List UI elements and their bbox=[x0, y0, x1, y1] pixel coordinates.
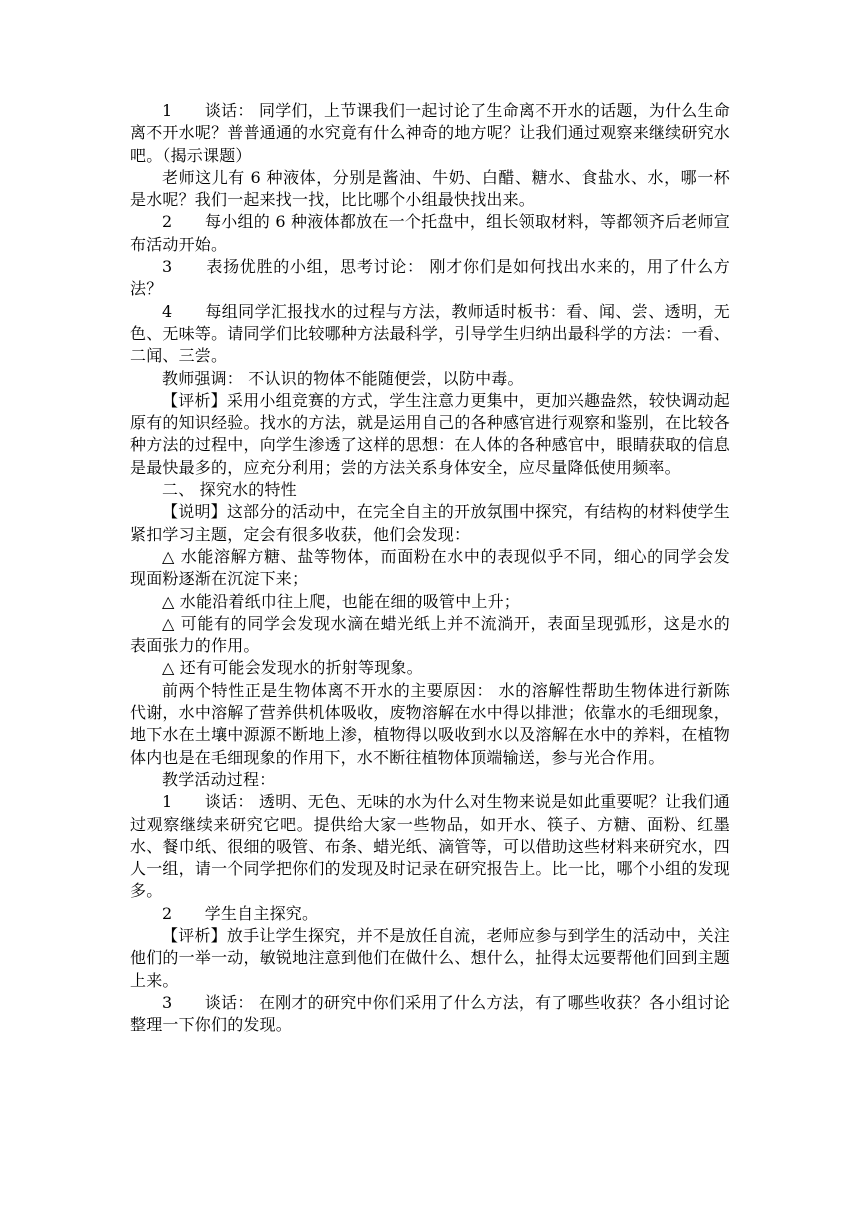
paragraph-step-2-materials: 2 每小组的 6 种液体都放在一个托盘中，组长领取材料，等都领齐后老师宣布活动开始。 bbox=[130, 212, 730, 254]
paragraph-explanation: 【说明】这部分的活动中，在完全自主的开放氛围中探究，有结构的材料使学生紧扣学习主题，定会有很多收获，他们会发现： bbox=[130, 502, 730, 544]
bullet-refraction: △ 还有可能会发现水的折射等现象。 bbox=[162, 658, 423, 678]
paragraph-process-step-3: 3 谈话： 在刚才的研究中你们采用了什么方法，有了哪些收获？各小组讨论整理一下你们的发现。 bbox=[130, 992, 730, 1035]
paragraph-step-4-report: 4 每组同学汇报找水的过程与方法，教师适时板书：看、闻、尝、透明，无色、无味等。请同学们比较哪种方法最科学，引导学生归纳出最科学的方法：一看、二闻、三尝。 bbox=[130, 301, 730, 366]
paragraph-step-3-discussion: 3 表扬优胜的小组，思考讨论： 刚才你们是如何找出水来的，用了什么方法？ bbox=[130, 257, 730, 299]
paragraph-six-liquids: 老师这儿有 6 种液体，分别是酱油、牛奶、白醋、糖水、食盐水、水，哪一杯是水呢？我们一起来找一找，比比哪个小组最快找出来。 bbox=[130, 167, 730, 210]
document-body bbox=[130, 100, 730, 1036]
paragraph-process-step-2: 2 学生自主探究。 bbox=[162, 903, 319, 923]
paragraph-teacher-emphasis: 教师强调： 不认识的物体不能随便尝，以防中毒。 bbox=[162, 368, 524, 388]
paragraph-main-reasons: 前两个特性正是生物体离不开水的主要原因： 水的溶解性帮助生物体进行新陈代谢，水中溶解了营养供机体吸收，废物溶解在水中得以排泄；依靠水的毛细现象，地下水在土壤中源源不断地上渗，植物得以吸收到水以及溶解在水中的养料，在植物体内也是在毛细现象的作用下，水不断往植物体顶端输送，参与光合作用。 bbox=[130, 680, 730, 767]
paragraph-process-heading: 教学活动过程： bbox=[162, 769, 276, 789]
bullet-capillary: △ 水能沿着纸巾往上爬，也能在细的吸管中上升； bbox=[162, 591, 520, 611]
paragraph-process-step-1: 1 谈话： 透明、无色、无味的水为什么对生物来说是如此重要呢？让我们通过观察继续来研究它吧。提供给大家一些物品，如开水、筷子、方糖、面粉、红墨水、餐巾纸、很细的吸管、布条、蜡光纸、滴管等，可以借助这些材料来研究水，四人一组，请一个同学把你们的发现及时记录在研究报告上。比一比，哪个小组的发现多。 bbox=[130, 792, 730, 901]
section-heading-water-properties: 二、 探究水的特性 bbox=[162, 480, 297, 500]
bullet-dissolving: △ 水能溶解方糖、盐等物体，而面粉在水中的表现似乎不同，细心的同学会发现面粉逐渐在沉淀下来； bbox=[130, 546, 730, 589]
paragraph-commentary-1: 【评析】采用小组竞赛的方式，学生注意力更集中，更加兴趣盎然，较快调动起原有的知识经验。找水的方法，就是运用自己的各种感官进行观察和鉴别，在比较各种方法的过程中，向学生渗透了这样的思想：在人体的各种感官中，眼睛获取的信息是最快最多的，应充分利用；尝的方法关系身体安全，应尽量降低使用频率。 bbox=[130, 390, 730, 477]
paragraph-commentary-2: 【评析】放手让学生探究，并不是放任自流，老师应参与到学生的活动中，关注他们的一举一动，敏锐地注意到他们在做什么、想什么，扯得太远要帮他们回到主题上来。 bbox=[130, 925, 730, 990]
paragraph-step-1-talk: 1 谈话： 同学们，上节课我们一起讨论了生命离不开水的话题，为什么生命离不开水呢？普普通通的水究竟有什么神奇的地方呢？让我们通过观察来继续研究水吧。（揭示课题） bbox=[130, 101, 730, 165]
bullet-surface-tension: △ 可能有的同学会发现水滴在蜡光纸上并不流淌开，表面呈现弧形，这是水的表面张力的作用。 bbox=[130, 613, 730, 656]
